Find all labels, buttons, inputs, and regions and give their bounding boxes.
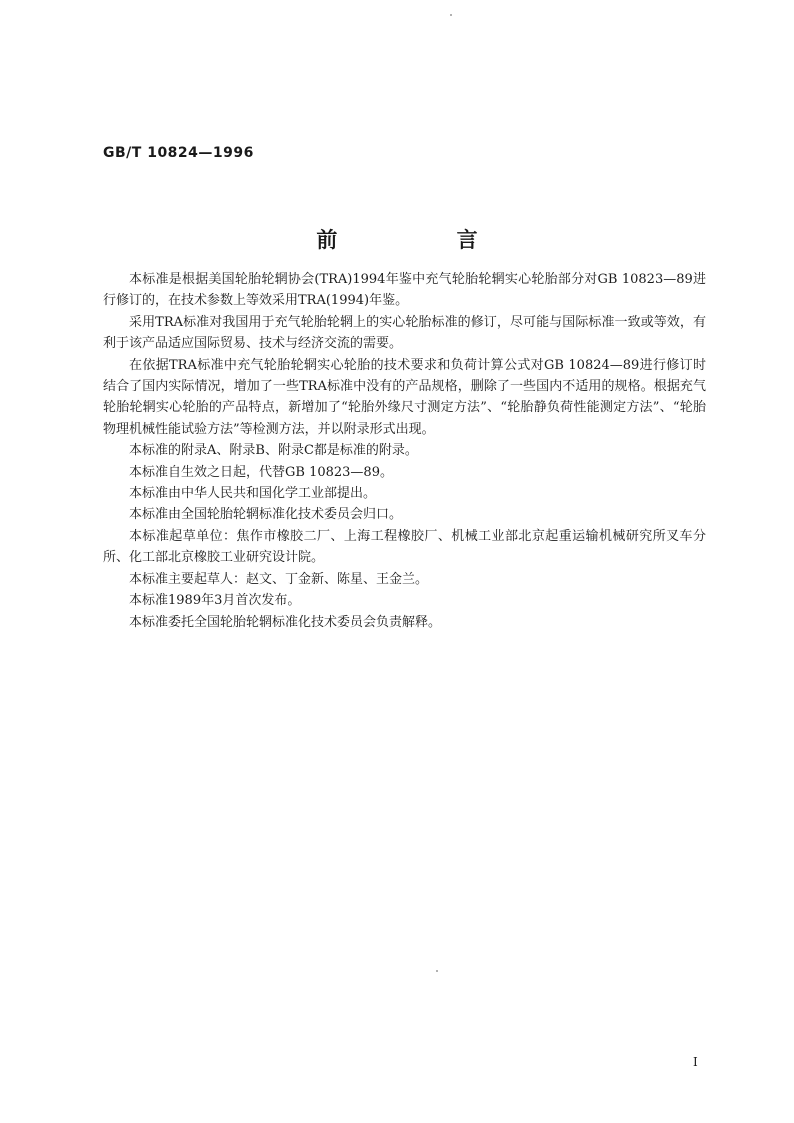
paragraph: 采用TRA标准对我国用于充气轮胎轮辋上的实心轮胎标准的修订，尽可能与国际标准一致或等效，有利于该产品适应国际贸易、技术与经济交流的需要。 [103, 314, 706, 352]
paragraph: 本标准的附录A、附录B、附录C都是标准的附录。 [129, 443, 418, 459]
scan-speck [450, 14, 452, 16]
paragraph: 本标准自生效之日起，代替GB 10823—89。 [129, 464, 393, 480]
foreword-body [103, 269, 706, 633]
scan-speck [436, 970, 438, 972]
page-number: I [693, 1055, 698, 1069]
paragraph: 本标准主要起草人：赵文、丁金新、陈星、王金兰。 [129, 571, 429, 587]
paragraph: 本标准由中华人民共和国化学工业部提出。 [129, 486, 377, 502]
standard-code: GB/T 10824—1996 [103, 145, 254, 161]
paragraph: 本标准1989年3月首次发布。 [129, 593, 301, 609]
page-title: 前 言 [316, 228, 534, 252]
paragraph: 在依据TRA标准中充气轮胎轮辋实心轮胎的技术要求和负荷计算公式对GB 10824—89进行修订时结合了国内实际情况，增加了一些TRA标准中没有的产品规格，删除了一些国内不适用的规格。根据充气轮胎轮辋实心轮胎的产品特点，新增加了“轮胎外缘尺寸测定方法”、“轮胎静负荷性能测定方法”、“轮胎物理机械性能试验方法”等检测方法，并以附录形式出现。 [103, 357, 706, 437]
paragraph: 本标准是根据美国轮胎轮辋协会(TRA)1994年鉴中充气轮胎轮辋实心轮胎部分对GB 10823—89进行修订的，在技术参数上等效采用TRA(1994)年鉴。 [103, 272, 706, 309]
paragraph: 本标准委托全国轮胎轮辋标准化技术委员会负责解释。 [129, 614, 442, 630]
paragraph: 本标准起草单位：焦作市橡胶二厂、上海工程橡胶厂、机械工业部北京起重运输机械研究所叉车分所、化工部北京橡胶工业研究设计院。 [103, 528, 706, 566]
paragraph: 本标准由全国轮胎轮辋标准化技术委员会归口。 [129, 507, 403, 523]
